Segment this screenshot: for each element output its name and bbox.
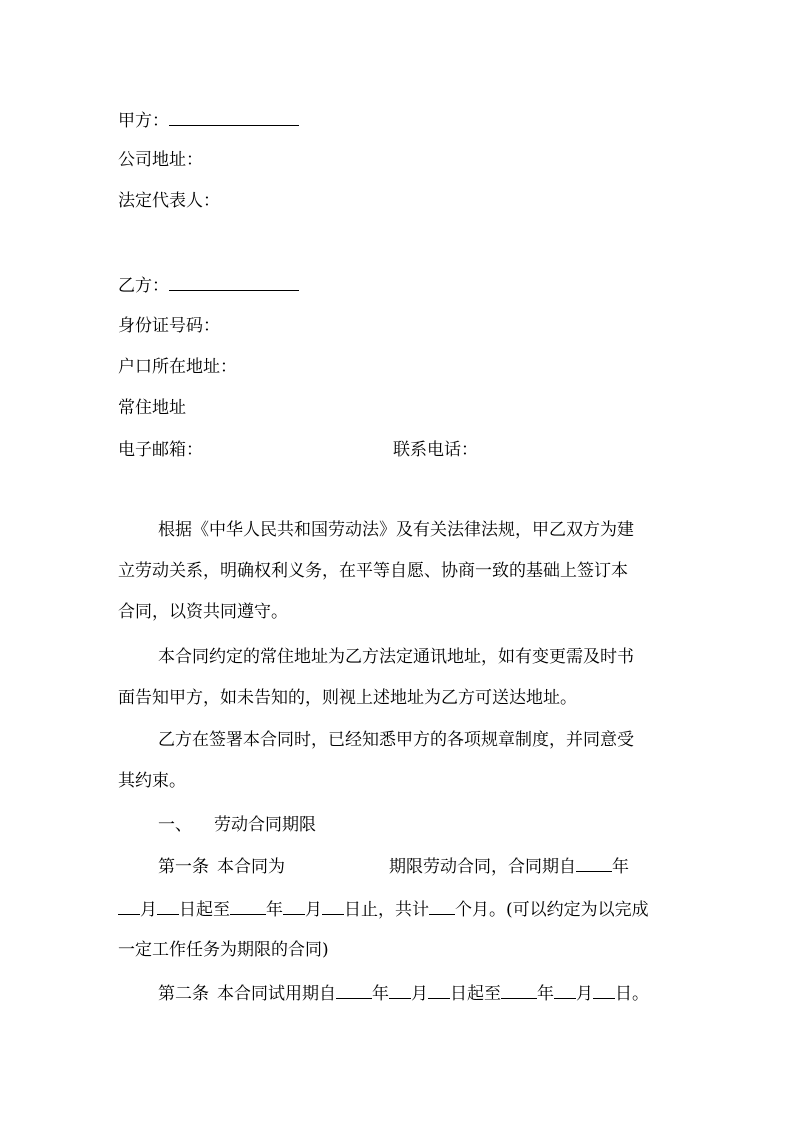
article1-prefix: 第一条 — [158, 857, 209, 877]
preamble-p1-line2: 立劳动关系，明确权利义务，在平等自愿、协商一致的基础上签订本 — [118, 561, 628, 581]
article1-end-month-label: 月 — [305, 900, 322, 920]
legal-rep-line — [118, 191, 220, 211]
party-b-line — [118, 275, 299, 296]
section1-title: 劳动合同期限 — [214, 815, 316, 835]
article1-text-a: 本合同为 — [217, 857, 285, 877]
article2-end-month-blank — [554, 983, 576, 999]
article2-start-day-blank — [428, 983, 450, 999]
article1-end-day-blank — [322, 899, 344, 915]
article2-end-month-label: 月 — [576, 984, 593, 1004]
preamble-p1-line3: 合同，以资共同遵守。 — [118, 602, 288, 622]
article1-text-b: 期限劳动合同，合同期自 — [389, 857, 576, 877]
article2-day-end: 日。 — [615, 984, 649, 1004]
article1-months-blank — [429, 899, 455, 915]
article2-day-from: 日起至 — [450, 984, 501, 1004]
article1-end-month-blank — [283, 899, 305, 915]
preamble-p3-line2: 其约束。 — [118, 771, 186, 791]
company-address-line — [118, 150, 203, 170]
article1-line1 — [158, 856, 629, 877]
article1-line2 — [118, 899, 649, 920]
party-a-label: 甲方： — [118, 111, 169, 131]
article1-start-day-blank — [157, 899, 179, 915]
legal-rep-label: 法定代表人： — [118, 191, 220, 211]
article1-line3: 一定工作任务为期限的合同) — [118, 940, 329, 960]
section1-number: 一、 — [158, 815, 192, 835]
article2-end-year-label: 年 — [537, 984, 554, 1004]
article2-year-label: 年 — [372, 984, 389, 1004]
article1-day-from: 日起至 — [179, 900, 230, 920]
article2-start-year-blank — [336, 983, 372, 999]
residence-line — [118, 398, 186, 418]
article1-start-month-blank — [118, 899, 140, 915]
preamble-p1-line1: 根据《中华人民共和国劳动法》及有关法律法规，甲乙双方为建 — [158, 520, 634, 540]
article1-end-year-blank — [230, 899, 266, 915]
article2-end-day-blank — [593, 983, 615, 999]
article2-prefix: 第二条 — [158, 984, 209, 1004]
hukou-address-label: 户口所在地址： — [118, 357, 237, 377]
section1-heading — [158, 815, 316, 835]
id-number-line — [118, 316, 220, 336]
article2-start-month-blank — [389, 983, 411, 999]
article1-day-to: 日止，共计 — [344, 900, 429, 920]
article1-months-text: 个月。(可以约定为以完成 — [455, 900, 649, 920]
preamble-p2-line1: 本合同约定的常住地址为乙方法定通讯地址，如有变更需及时书 — [158, 647, 634, 667]
preamble-p2-line2: 面告知甲方，如未告知的，则视上述地址为乙方可送达地址。 — [118, 688, 577, 708]
party-b-blank — [169, 275, 299, 291]
article1-start-year-blank — [576, 856, 612, 872]
party-b-label: 乙方： — [118, 276, 169, 296]
article1-month-label: 月 — [140, 900, 157, 920]
preamble-p3-line1: 乙方在签署本合同时，已经知悉甲方的各项规章制度，并同意受 — [158, 730, 634, 750]
article2-text-a: 本合同试用期自 — [217, 984, 336, 1004]
article1-year-label: 年 — [612, 857, 629, 877]
phone-label: 联系电话： — [393, 440, 478, 460]
email-label: 电子邮箱： — [118, 440, 203, 460]
residence-label: 常住地址 — [118, 398, 186, 418]
id-number-label: 身份证号码： — [118, 316, 220, 336]
party-a-blank — [169, 110, 299, 126]
party-a-line — [118, 110, 299, 131]
article2-line1 — [158, 983, 649, 1004]
company-address-label: 公司地址： — [118, 150, 203, 170]
hukou-address-line — [118, 357, 237, 377]
contact-line — [118, 440, 478, 460]
article2-month-label: 月 — [411, 984, 428, 1004]
article2-end-year-blank — [501, 983, 537, 999]
article1-end-year-label: 年 — [266, 900, 283, 920]
